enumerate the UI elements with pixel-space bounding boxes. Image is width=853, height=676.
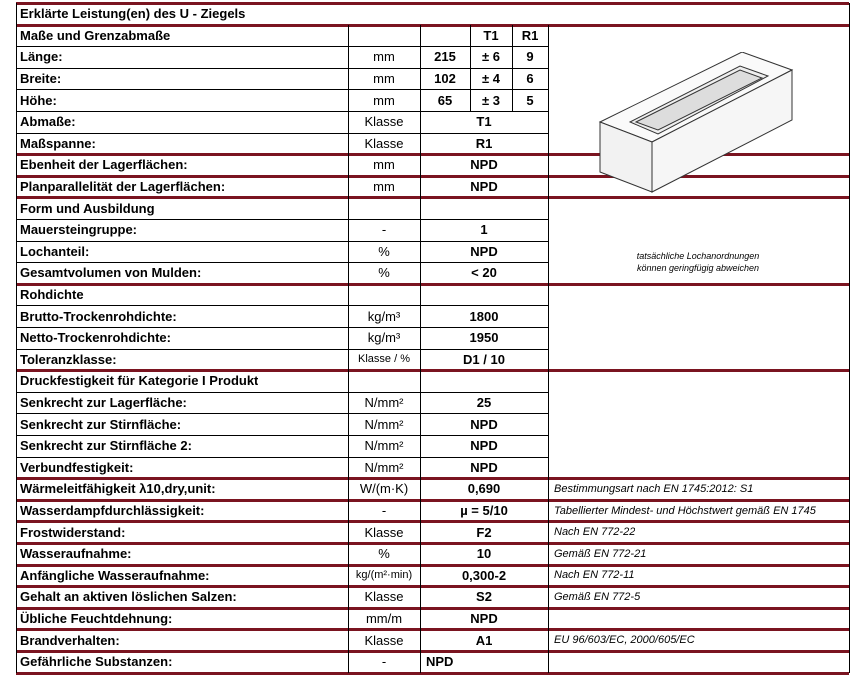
unit-cell: N/mm² <box>364 395 404 411</box>
property-note: EU 96/603/EC, 2000/605/EC <box>554 634 695 647</box>
row-divider <box>16 219 548 220</box>
unit-cell: - <box>381 222 387 238</box>
unit-cell: kg/m³ <box>367 308 401 324</box>
section-heading-strength: Druckfestigkeit für Kategorie I Produkt <box>20 373 259 389</box>
property-value: S2 <box>476 589 492 605</box>
property-row <box>16 478 849 500</box>
property-label: Wasserdampfdurchlässigkeit: <box>20 503 205 519</box>
document-title: Erklärte Leistung(en) des U - Ziegels <box>20 6 246 22</box>
brick-illustration <box>592 52 802 202</box>
unit-cell: W/(m·K) <box>359 481 409 497</box>
property-value: < 20 <box>471 265 497 281</box>
unit-cell: Klasse <box>364 589 404 605</box>
unit-cell: kg/(m²·min) <box>355 569 413 582</box>
row-divider <box>16 327 548 328</box>
unit-cell: mm <box>373 92 395 108</box>
unit-cell: mm/m <box>365 611 403 627</box>
row-divider <box>16 262 548 263</box>
section-divider <box>16 369 849 372</box>
row-divider <box>16 305 548 306</box>
property-value: µ = 5/10 <box>460 503 508 519</box>
property-value: D1 / 10 <box>463 351 505 367</box>
property-note: Nach EN 772-11 <box>554 569 635 582</box>
title-row <box>16 3 849 25</box>
dimension-tolerance: ± 3 <box>482 92 500 108</box>
unit-cell: N/mm² <box>364 438 404 454</box>
property-value: NPD <box>426 654 454 670</box>
section-divider <box>16 542 849 545</box>
dims-header-row <box>16 25 849 47</box>
property-value: NPD <box>470 611 498 627</box>
unit-cell: Klasse <box>364 114 404 130</box>
property-value: R1 <box>475 135 493 151</box>
unit-cell: Klasse <box>364 632 404 648</box>
property-row <box>16 435 849 457</box>
property-value: NPD <box>470 438 498 454</box>
property-label: Senkrecht zur Stirnfläche 2: <box>20 438 192 454</box>
property-row <box>16 500 849 522</box>
property-label: Wasseraufnahme: <box>20 546 132 562</box>
property-note: Bestimmungsart nach EN 1745:2012: S1 <box>554 482 754 495</box>
property-row <box>16 349 849 371</box>
property-label: Brutto-Trockenrohdichte: <box>20 308 177 324</box>
section-heading-dimensions: Maße und Grenzabmaße <box>20 27 171 43</box>
section-divider <box>16 2 849 5</box>
property-row <box>16 608 849 630</box>
property-value: NPD <box>470 157 498 173</box>
property-label: Anfängliche Wasseraufnahme: <box>20 567 210 583</box>
row-divider <box>16 392 548 393</box>
property-label: Ebenheit der Lagerflächen: <box>20 157 188 173</box>
section-divider <box>16 628 849 631</box>
property-row <box>16 392 849 414</box>
unit-cell: mm <box>373 179 395 195</box>
dimension-range: 5 <box>526 92 534 108</box>
property-label: Netto-Trockenrohdichte: <box>20 330 171 346</box>
property-note: Gemäß EN 772-21 <box>554 547 647 560</box>
row-divider <box>16 46 548 47</box>
unit-cell: Klasse <box>364 135 404 151</box>
image-caption-line: können geringfügig abweichen <box>636 263 760 273</box>
property-label: Wärmeleitfähigkeit λ10,dry,unit: <box>20 481 216 497</box>
property-value: 0,690 <box>467 481 501 497</box>
property-row <box>16 651 849 673</box>
column-divider <box>16 3 17 673</box>
property-value: A1 <box>475 632 493 648</box>
property-note: Gemäß EN 772-5 <box>554 590 641 603</box>
property-label: Brandverhalten: <box>20 632 120 648</box>
property-label: Abmaße: <box>20 114 76 130</box>
dimension-tolerance: ± 6 <box>482 49 500 65</box>
property-row <box>16 327 849 349</box>
property-row <box>16 457 849 479</box>
dimension-value: 215 <box>434 49 456 65</box>
section-divider <box>16 283 849 286</box>
property-row <box>16 219 849 241</box>
unit-cell: Klasse / % <box>358 353 410 366</box>
strength-header-row <box>16 370 849 392</box>
column-divider <box>348 25 349 673</box>
property-value: NPD <box>470 179 498 195</box>
dimension-label: Höhe: <box>20 92 57 108</box>
unit-cell: mm <box>373 157 395 173</box>
column-divider <box>512 25 513 111</box>
dimension-range: 6 <box>526 71 534 87</box>
row-divider <box>16 457 548 458</box>
property-label: Gesamtvolumen von Mulden: <box>20 265 202 281</box>
dimension-label: Länge: <box>20 49 63 65</box>
unit-cell: mm <box>373 49 395 65</box>
property-row <box>16 565 849 587</box>
dimension-label: Breite: <box>20 71 62 87</box>
column-divider <box>420 25 421 673</box>
unit-cell: - <box>381 654 387 670</box>
unit-cell: % <box>378 546 390 562</box>
property-value: 10 <box>476 546 492 562</box>
header-r1: R1 <box>521 27 539 43</box>
row-divider <box>16 413 548 414</box>
property-row <box>16 629 849 651</box>
section-heading-density: Rohdichte <box>20 287 84 303</box>
property-row <box>16 413 849 435</box>
row-divider <box>16 435 548 436</box>
dimension-value: 102 <box>434 71 456 87</box>
property-row <box>16 305 849 327</box>
property-label: Maßspanne: <box>20 135 96 151</box>
unit-cell: % <box>378 265 390 281</box>
dimension-range: 9 <box>526 49 534 65</box>
unit-cell: N/mm² <box>364 459 404 475</box>
dimension-tolerance: ± 4 <box>482 71 500 87</box>
property-row <box>16 586 849 608</box>
property-value: 0,300-2 <box>461 567 507 583</box>
unit-cell: % <box>378 243 390 259</box>
property-row <box>16 543 849 565</box>
row-divider <box>16 349 548 350</box>
property-label: Gehalt an aktiven löslichen Salzen: <box>20 589 237 605</box>
dimension-value: 65 <box>437 92 453 108</box>
property-value: F2 <box>476 524 492 540</box>
property-row <box>16 521 849 543</box>
column-divider <box>548 25 549 673</box>
header-t1: T1 <box>483 27 499 43</box>
row-divider <box>16 111 548 112</box>
column-divider <box>470 25 471 111</box>
row-divider <box>16 241 548 242</box>
section-divider <box>16 520 849 523</box>
section-divider <box>16 585 849 588</box>
row-divider <box>16 133 548 134</box>
unit-cell: - <box>381 503 387 519</box>
property-value: 25 <box>476 395 492 411</box>
property-label: Übliche Feuchtdehnung: <box>20 611 173 627</box>
property-value: T1 <box>476 114 492 130</box>
section-divider <box>16 477 849 480</box>
property-label: Toleranzklasse: <box>20 351 117 367</box>
unit-cell: Klasse <box>364 524 404 540</box>
section-heading-form: Form und Ausbildung <box>20 200 155 216</box>
property-value: 1 <box>480 222 488 238</box>
property-value: 1950 <box>469 330 499 346</box>
column-divider <box>849 3 850 673</box>
image-caption-line: tatsächliche Lochanordnungen <box>636 251 760 261</box>
section-divider <box>16 499 849 502</box>
property-value: NPD <box>470 459 498 475</box>
section-divider <box>16 564 849 567</box>
property-value: 1800 <box>469 308 499 324</box>
property-note: Tabellierter Mindest- und Höchstwert gemäß EN 1745 <box>554 504 816 517</box>
property-label: Senkrecht zur Stirnfläche: <box>20 416 182 432</box>
property-value: NPD <box>470 416 498 432</box>
unit-cell: kg/m³ <box>367 330 401 346</box>
row-divider <box>16 89 548 90</box>
section-divider <box>16 672 849 675</box>
property-label: Senkrecht zur Lagerfläche: <box>20 395 187 411</box>
property-label: Mauersteingruppe: <box>20 222 138 238</box>
property-label: Frostwiderstand: <box>20 524 126 540</box>
property-note: Nach EN 772-22 <box>554 526 636 539</box>
unit-cell: mm <box>373 71 395 87</box>
density-header-row <box>16 284 849 306</box>
property-label: Planparallelität der Lagerflächen: <box>20 179 226 195</box>
section-divider <box>16 24 849 27</box>
property-label: Gefährliche Substanzen: <box>20 654 173 670</box>
property-label: Verbundfestigkeit: <box>20 459 134 475</box>
section-divider <box>16 607 849 610</box>
row-divider <box>16 68 548 69</box>
property-value: NPD <box>470 243 498 259</box>
section-divider <box>16 650 849 653</box>
property-label: Lochanteil: <box>20 243 90 259</box>
unit-cell: N/mm² <box>364 416 404 432</box>
